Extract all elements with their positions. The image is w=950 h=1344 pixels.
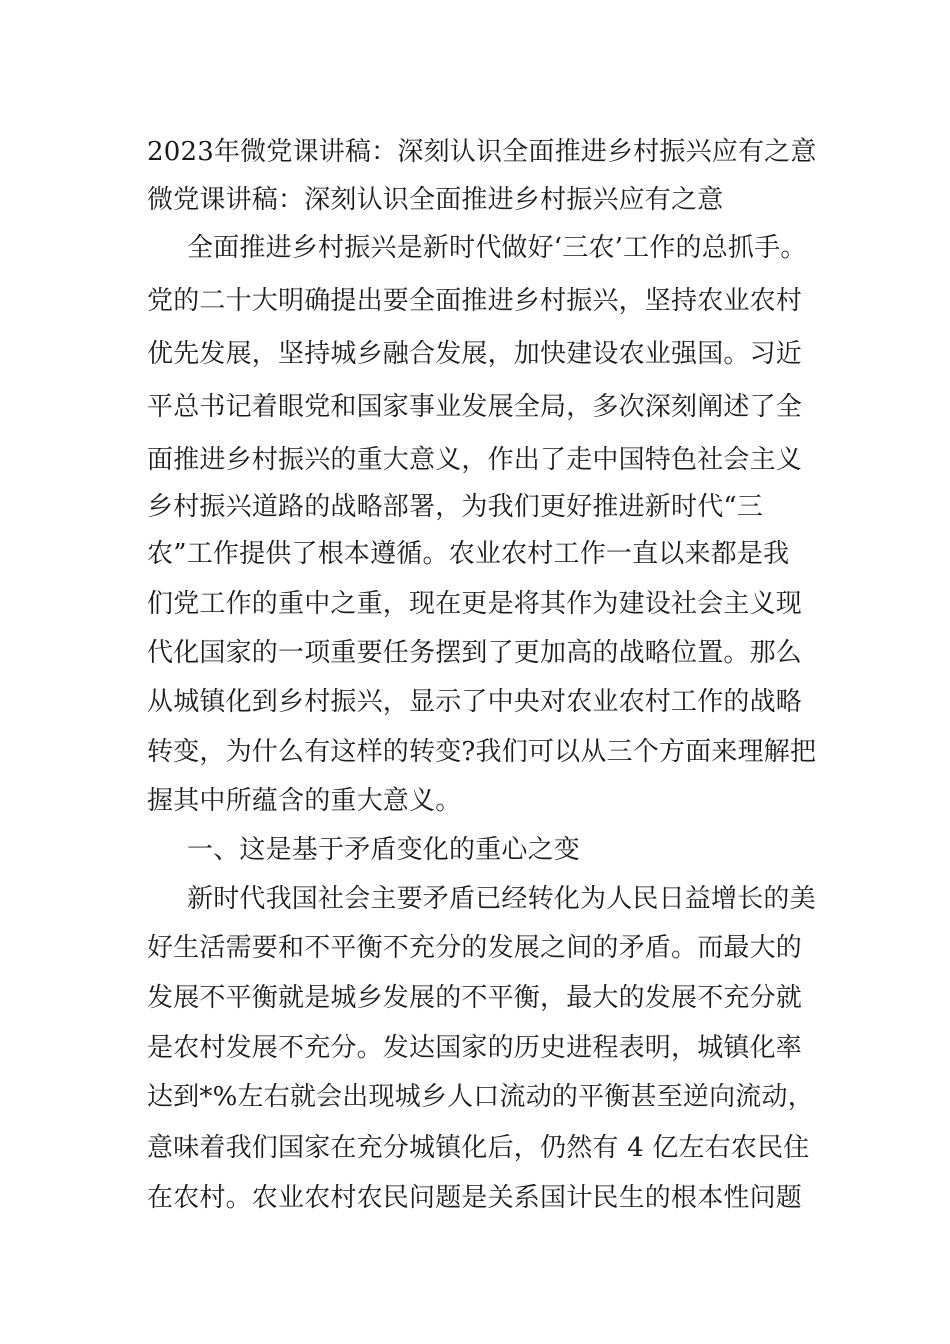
paragraph-line: 党的二十大明确提出要全面推进乡村振兴，坚持农业农村 bbox=[147, 286, 803, 316]
paragraph-line: 从城镇化到乡村振兴，显示了中央对农业农村工作的战略 bbox=[147, 687, 803, 717]
paragraph-line: 好生活需要和不平衡不充分的发展之间的矛盾。而最大的 bbox=[147, 933, 803, 963]
paragraph-line: 达到*%左右就会出现城乡人口流动的平衡甚至逆向流动， bbox=[147, 1082, 814, 1112]
paragraph-line: 转变，为什么有这样的转变?我们可以从三个方面来理解把 bbox=[147, 737, 817, 767]
paragraph-line: 新时代我国社会主要矛盾已经转化为人民日益增长的美 bbox=[187, 884, 816, 914]
document-title: 2023年微党课讲稿：深刻认识全面推进乡村振兴应有之意 bbox=[147, 137, 817, 167]
paragraph-line: 们党工作的重中之重，现在更是将其作为建设社会主义现 bbox=[147, 589, 803, 619]
paragraph-line: 是农村发展不充分。发达国家的历史进程表明，城镇化率 bbox=[147, 1033, 803, 1063]
paragraph-line: 握其中所蕴含的重大意义。 bbox=[147, 786, 462, 816]
paragraph-line: 面推进乡村振兴的重大意义，作出了走中国特色社会主义 bbox=[147, 445, 803, 475]
paragraph-line: 全面推进乡村振兴是新时代做好‘三农’工作的总抓手。 bbox=[187, 233, 807, 263]
paragraph-line: 意味着我们国家在充分城镇化后，仍然有 4 亿左右农民住 bbox=[147, 1133, 810, 1163]
paragraph-line: 乡村振兴道路的战略部署，为我们更好推进新时代“三 bbox=[147, 492, 764, 522]
section-heading: 一、这是基于矛盾变化的重心之变 bbox=[187, 835, 581, 865]
paragraph-line: 在农村。农业农村农民问题是关系国计民生的根本性问题 bbox=[147, 1183, 803, 1213]
paragraph-line: 农”工作提供了根本遵循。农业农村工作一直以来都是我 bbox=[147, 539, 790, 569]
paragraph-line: 优先发展，坚持城乡融合发展，加快建设农业强国。习近 bbox=[147, 339, 803, 369]
paragraph-line: 代化国家的一项重要任务摆到了更加高的战略位置。那么 bbox=[147, 638, 803, 668]
document-subtitle: 微党课讲稿：深刻认识全面推进乡村振兴应有之意 bbox=[147, 185, 724, 215]
paragraph-line: 发展不平衡就是城乡发展的不平衡，最大的发展不充分就 bbox=[147, 983, 803, 1013]
paragraph-line: 平总书记着眼党和国家事业发展全局，多次深刻阐述了全 bbox=[147, 392, 803, 422]
